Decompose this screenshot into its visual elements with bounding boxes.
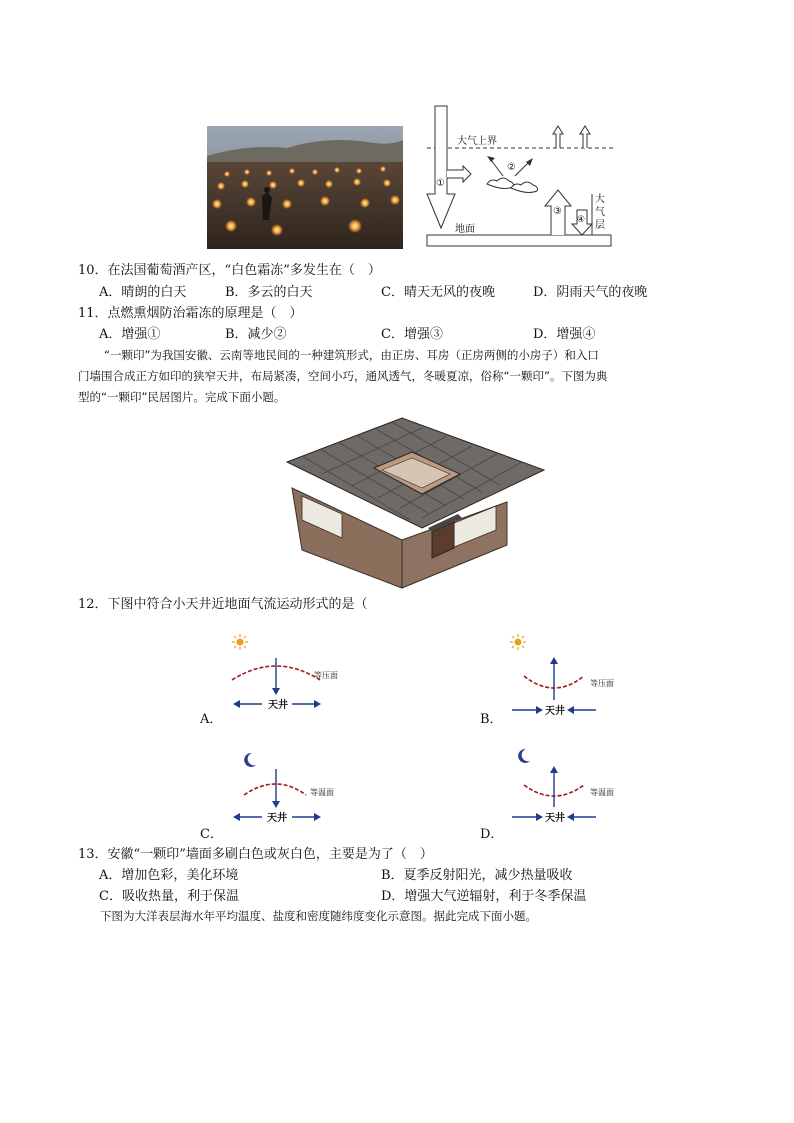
question-11-stem: 11．点燃熏烟防治霜冻的原理是（ ） <box>78 306 303 321</box>
passage-1 <box>78 345 728 408</box>
marker-2: ② <box>507 162 516 173</box>
sun-icon <box>510 634 526 650</box>
q10-option-d[interactable]: D．阴雨天气的夜晚 <box>533 285 648 300</box>
q11-option-c[interactable]: C．增强③ <box>381 327 443 342</box>
q10-option-a[interactable]: A．晴朗的白天 <box>99 285 187 300</box>
atmo-layer-label-2: 气 <box>595 207 605 218</box>
well-label: 天井 <box>545 813 565 824</box>
atmo-layer-label-1: 大 <box>595 194 605 205</box>
marker-4: ④ <box>577 215 586 225</box>
isotherm-label: 等温面 <box>310 788 334 797</box>
marker-3: ③ <box>553 206 562 217</box>
q11-option-a[interactable]: A．增强① <box>99 327 161 342</box>
moon-icon <box>244 753 256 767</box>
ground-label: 地面 <box>455 224 475 235</box>
q12-option-a[interactable]: A． <box>200 712 223 727</box>
q12-option-b[interactable]: B． <box>480 712 503 727</box>
well-label: 天井 <box>267 813 287 824</box>
q13-option-c[interactable]: C．吸收热量，利于保温 <box>99 889 239 904</box>
isotherm-curve <box>244 784 306 795</box>
q12-diagram-c[interactable] <box>200 745 340 835</box>
passage-1-line-2: 门墙围合成正方如印的狭窄天井，布局紧凑，空间小巧，通风透气，冬暖夏凉，俗称“一颗印”。下图为典 <box>78 369 608 383</box>
well-label: 天井 <box>268 700 288 711</box>
radiation-diagram <box>425 104 615 249</box>
isotherm-label: 等温面 <box>590 788 614 797</box>
isobar-label: 等压面 <box>314 671 338 680</box>
q13-option-a[interactable]: A．增加色彩，美化环境 <box>99 868 239 883</box>
q11-option-d[interactable]: D．增强④ <box>533 327 596 342</box>
q10-option-c[interactable]: C．晴天无风的夜晚 <box>381 285 495 300</box>
passage-1-line-1: “一颗印”为我国安徽、云南等地民间的一种建筑形式，由正房、耳房（正房两侧的小房子）和入口 <box>104 348 599 362</box>
passage-1-line-3: 型的“一颗印”民居图片。完成下面小题。 <box>78 390 286 404</box>
marker-1: ① <box>436 178 445 189</box>
q11-option-b[interactable]: B．减少② <box>225 327 287 342</box>
question-10-stem: 10．在法国葡萄酒产区，“白色霜冻”多发生在（ ） <box>78 263 381 278</box>
isobar-label: 等压面 <box>590 679 614 688</box>
q13-option-b[interactable]: B．夏季反射阳光，减少热量吸收 <box>381 868 573 883</box>
q13-option-d[interactable]: D．增强大气逆辐射，利于冬季保温 <box>381 889 587 904</box>
atmo-layer-label-3: 层 <box>595 220 605 231</box>
passage-2: 下图为大洋表层海水年平均温度、盐度和密度随纬度变化示意图。据此完成下面小题。 <box>100 909 537 923</box>
yikeyin-house-illustration <box>282 410 547 590</box>
vineyard-smoke-photo <box>207 126 403 249</box>
q10-option-b[interactable]: B．多云的白天 <box>225 285 313 300</box>
question-13-stem: 13．安徽“一颗印”墙面多刷白色或灰白色，主要是为了（ ） <box>78 847 433 862</box>
sun-icon <box>232 634 248 650</box>
well-label: 天井 <box>545 706 565 717</box>
q12-diagram-d[interactable] <box>480 745 620 835</box>
q12-option-d[interactable]: D． <box>480 827 504 842</box>
question-12-stem: 12．下图中符合小天井近地面气流运动形式的是（ <box>78 597 368 612</box>
q12-option-c[interactable]: C． <box>200 827 223 842</box>
upper-atmosphere-label: 大气上界 <box>457 136 497 147</box>
moon-icon <box>518 749 530 763</box>
